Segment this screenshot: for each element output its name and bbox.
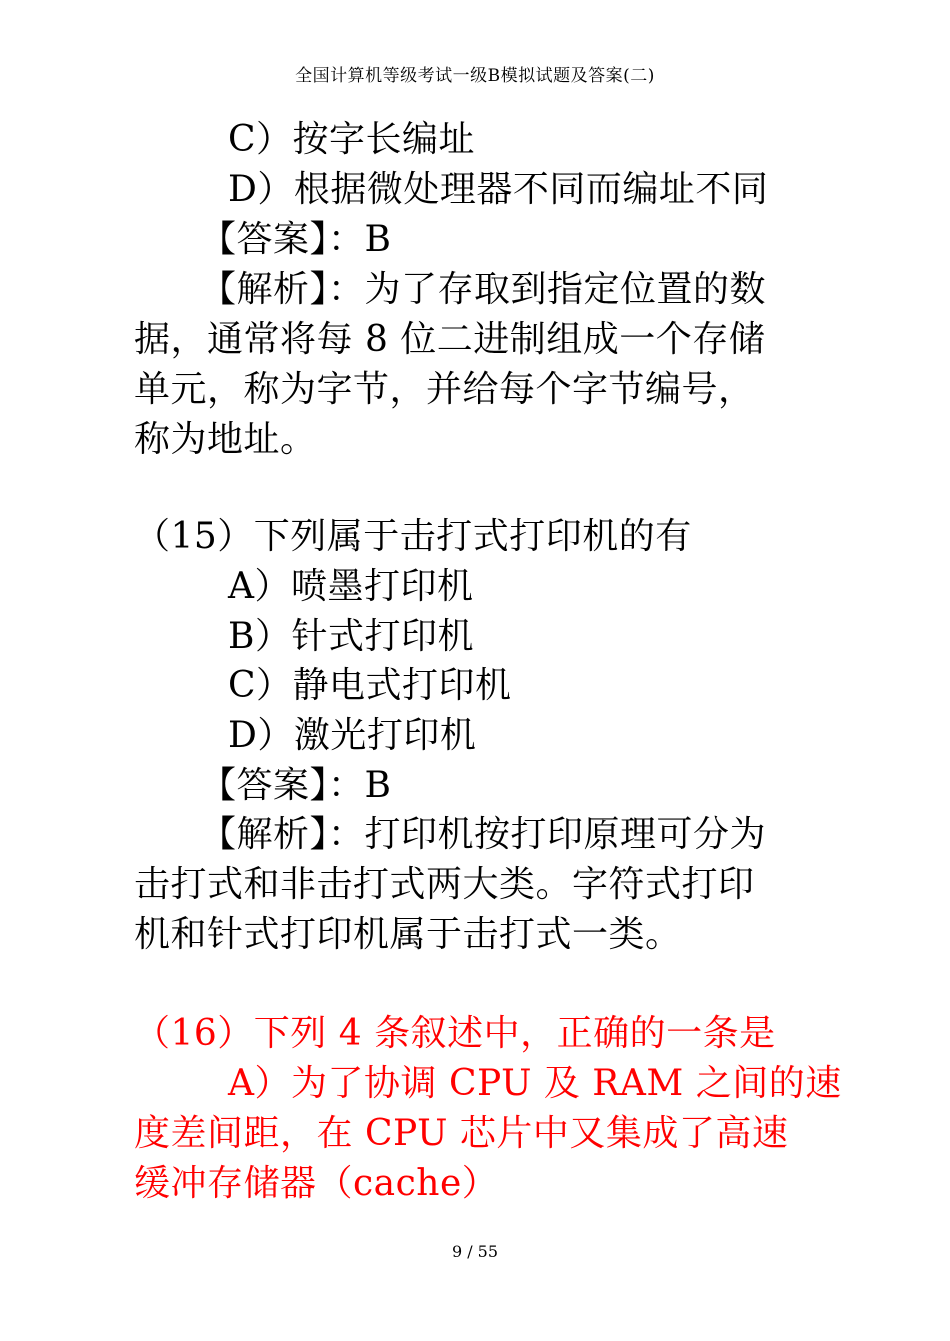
page-number: 9 / 55 xyxy=(451,1242,499,1261)
analysis-line-3: 单元，称为字节，并给每个字节编号， xyxy=(134,369,755,410)
option-c: C）静电式打印机 xyxy=(228,665,512,706)
option-a-line-3: 缓冲存储器（cache） xyxy=(134,1163,499,1204)
option-a-line-2: 度差间距，在 CPU 芯片中又集成了高速 xyxy=(134,1113,789,1154)
analysis-line-4: 称为地址。 xyxy=(134,419,317,460)
answer-line: 【答案】：B xyxy=(200,219,392,260)
analysis-line-3: 机和针式打印机属于击打式一类。 xyxy=(134,914,682,955)
analysis-line-2: 据，通常将每 8 位二进制组成一个存储 xyxy=(134,319,766,360)
analysis-line-1: 【解析】：为了存取到指定位置的数 xyxy=(200,269,767,310)
option-a: A）喷墨打印机 xyxy=(228,566,474,607)
analysis-line-1: 【解析】：打印机按打印原理可分为 xyxy=(200,814,767,855)
option-d: D）激光打印机 xyxy=(228,715,477,756)
question-stem: （15）下列属于击打式打印机的有 xyxy=(134,516,692,557)
option-c: C）按字长编址 xyxy=(228,119,476,160)
analysis-line-2: 击打式和非击打式两大类。字符式打印 xyxy=(134,864,755,905)
answer-line: 【答案】：B xyxy=(200,765,392,806)
option-a-line-1: A）为了协调 CPU 及 RAM 之间的速 xyxy=(228,1063,842,1104)
document-header: 全国计算机等级考试一级B模拟试题及答案(二) xyxy=(295,66,655,86)
option-b: B）针式打印机 xyxy=(228,616,474,657)
question-stem: （16）下列 4 条叙述中，正确的一条是 xyxy=(134,1013,776,1054)
option-d: D）根据微处理器不同而编址不同 xyxy=(228,169,769,210)
